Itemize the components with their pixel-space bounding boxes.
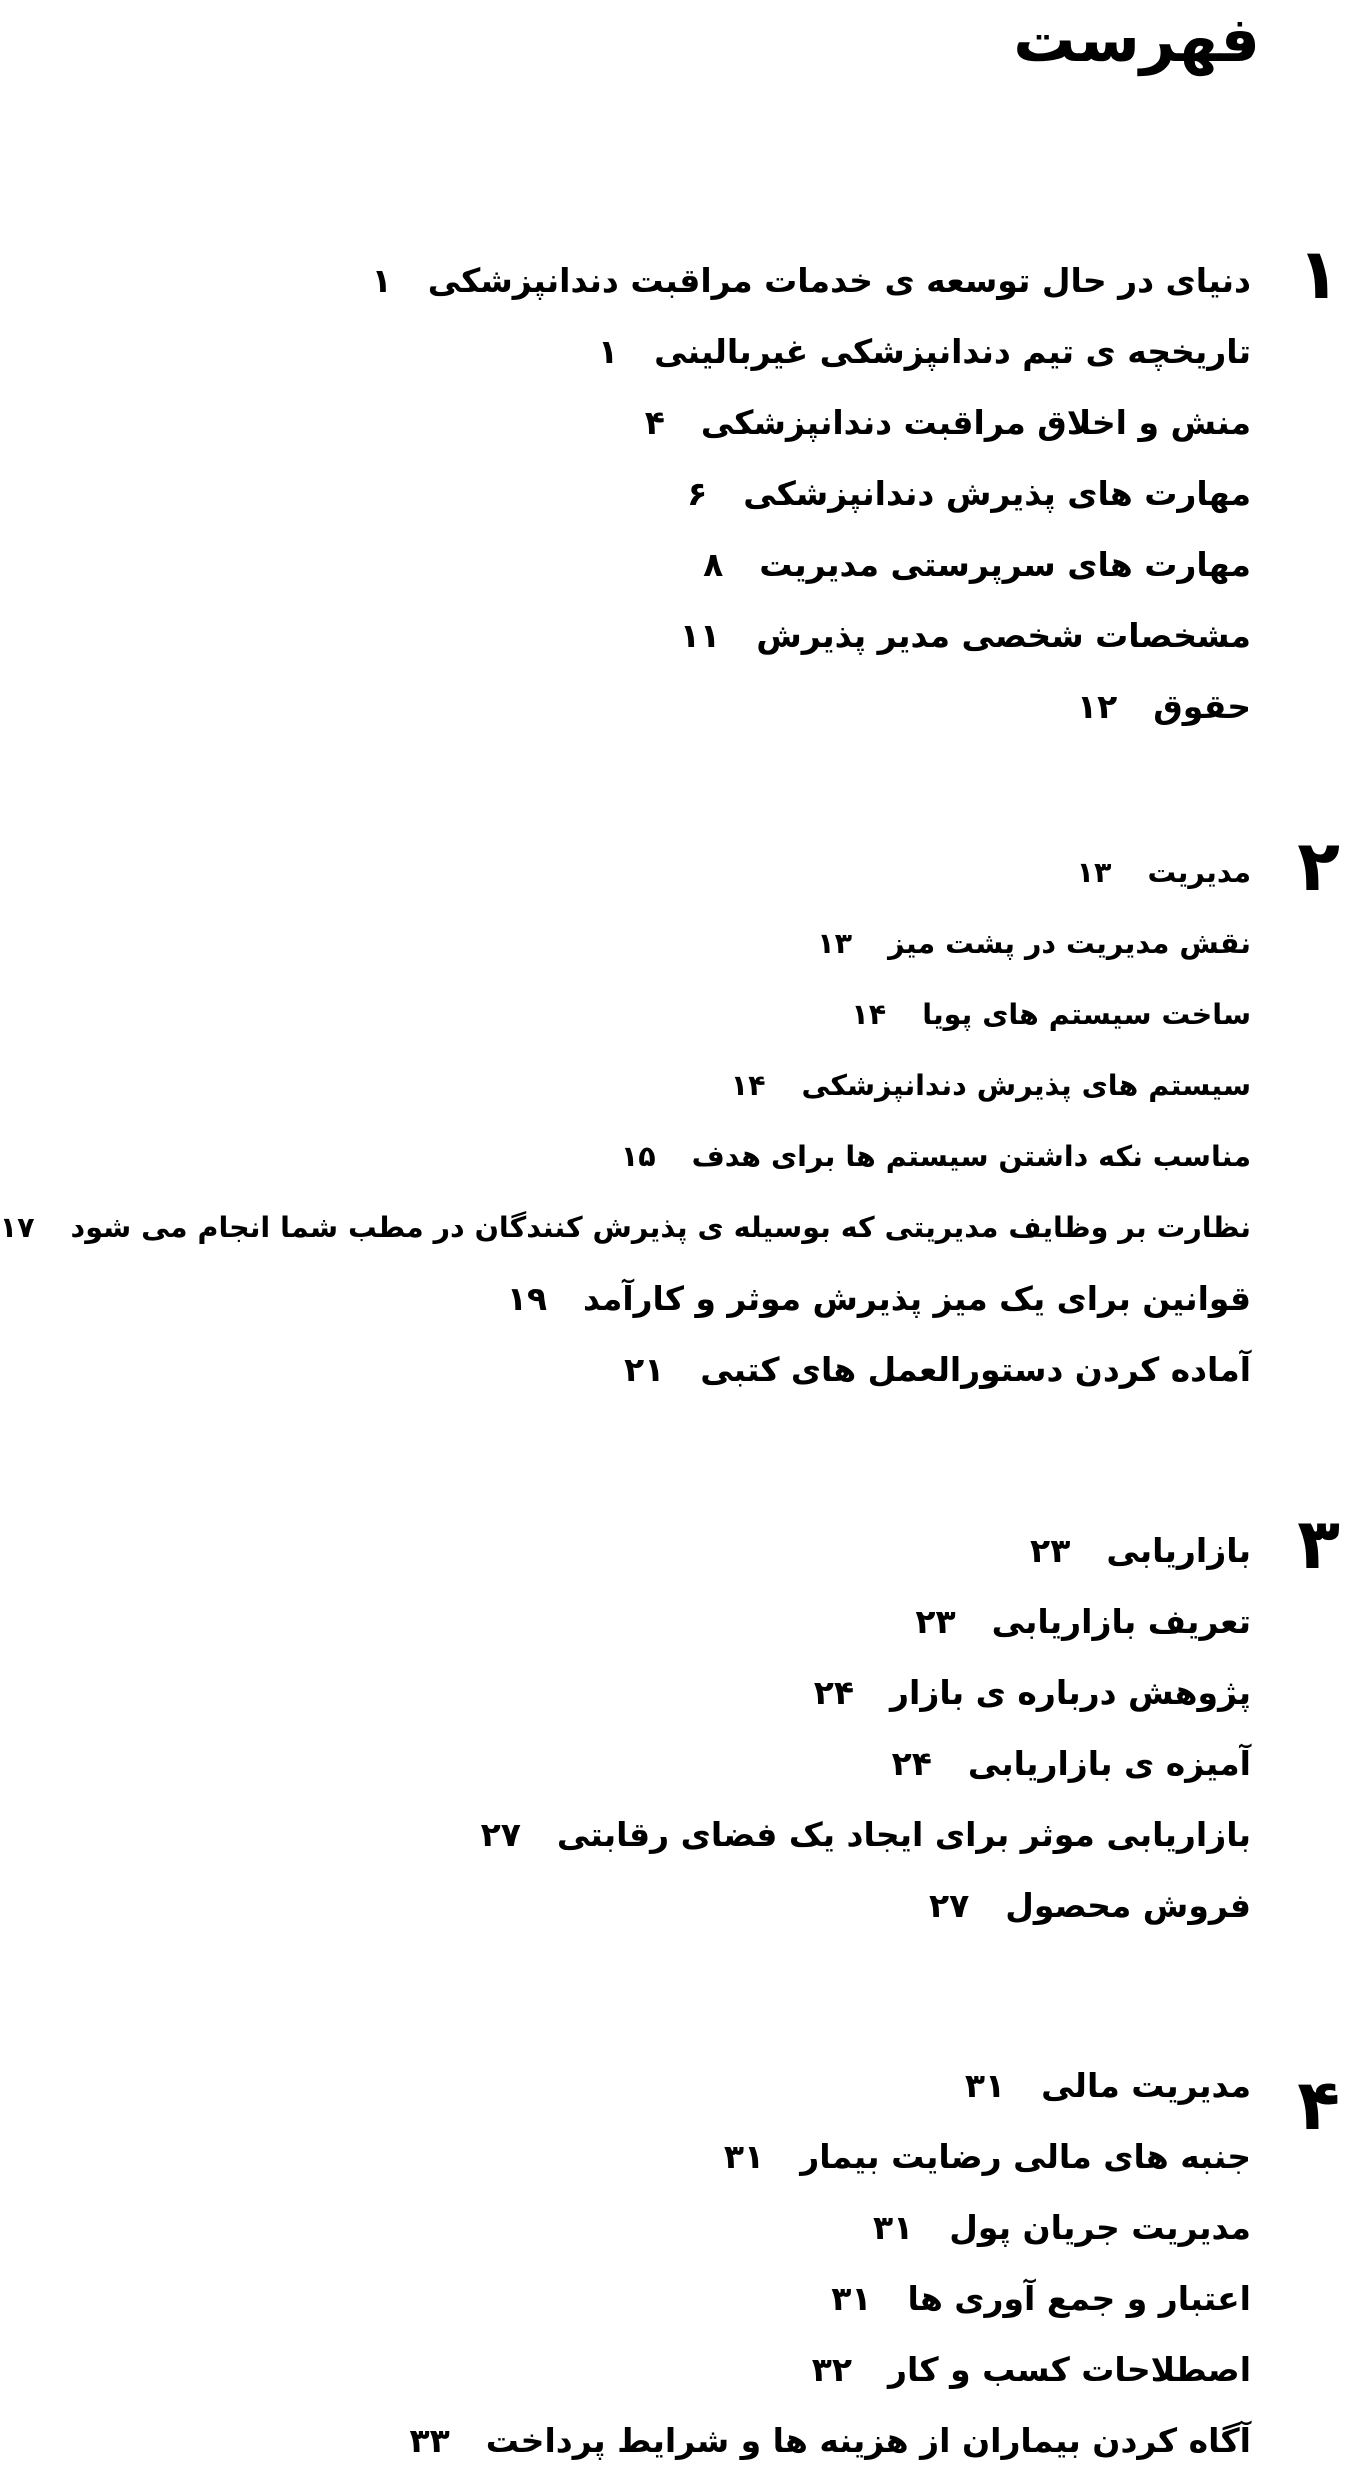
- toc-entry[interactable]: [409, 2121, 1251, 2192]
- entry-page-number: ۱: [371, 261, 392, 300]
- toc-entry[interactable]: [372, 387, 1251, 458]
- chapter-entries: [0, 837, 1251, 1405]
- toc-entry[interactable]: [372, 600, 1251, 671]
- toc-entry[interactable]: [409, 2263, 1251, 2334]
- toc-entry[interactable]: [0, 1121, 1251, 1192]
- toc-entry[interactable]: [0, 1050, 1251, 1121]
- toc-entry[interactable]: [0, 837, 1251, 908]
- entry-page-number: ۱۷: [0, 1211, 35, 1244]
- chapter-entries: [409, 2050, 1251, 2476]
- entry-title: نقش مدیریت در پشت میز: [888, 927, 1251, 960]
- toc-entry[interactable]: [372, 671, 1251, 742]
- entry-page-number: ۳۱: [723, 2137, 765, 2176]
- toc-entry[interactable]: [0, 979, 1251, 1050]
- entry-title: دنیای در حال توسعه ی خدمات مراقبت دندانپزشکی: [427, 261, 1251, 300]
- entry-page-number: ۳۱: [873, 2208, 914, 2247]
- chapter-number: ۴: [1297, 2064, 1340, 2146]
- entry-title: ساخت سیستم های پویا: [922, 998, 1251, 1031]
- entry-title: آماده کردن دستورالعمل های کتبی: [700, 1350, 1251, 1389]
- toc-entry[interactable]: [0, 1334, 1251, 1405]
- toc-entry[interactable]: [481, 1657, 1251, 1728]
- entry-title: آمیزه ی بازاریابی: [967, 1744, 1251, 1783]
- entry-title: مناسب نکه داشتن سیستم ها برای هدف: [691, 1140, 1251, 1173]
- entry-title: منش و اخلاق مراقبت دندانپزشکی: [700, 403, 1251, 442]
- entry-title: سیستم های پذیرش دندانپزشکی: [801, 1069, 1251, 1102]
- entry-title: آگاه کردن بیماران از هزینه ها و شرایط پرداخت: [485, 2421, 1251, 2460]
- entry-page-number: ۳۱: [831, 2279, 872, 2318]
- entry-title: اعتبار و جمع آوری ها: [907, 2279, 1251, 2318]
- toc-entry[interactable]: [481, 1870, 1251, 1941]
- page-title: فهرست: [1013, 3, 1260, 76]
- entry-title: حقوق: [1153, 687, 1251, 726]
- toc-entry[interactable]: [409, 2334, 1251, 2405]
- entry-page-number: ۱۹: [506, 1279, 548, 1318]
- entry-page-number: ۱۳: [1076, 856, 1112, 889]
- toc-entry[interactable]: [0, 908, 1251, 979]
- entry-page-number: ۲۳: [1030, 1531, 1071, 1570]
- toc-entry[interactable]: [372, 316, 1251, 387]
- toc-entry[interactable]: [409, 2050, 1251, 2121]
- toc-entry[interactable]: [409, 2405, 1251, 2476]
- toc-entry[interactable]: [372, 529, 1251, 600]
- toc-entry[interactable]: [0, 1192, 1251, 1263]
- entry-page-number: ۱: [597, 332, 619, 371]
- toc-entry[interactable]: [481, 1799, 1251, 1870]
- entry-title: مدیریت: [1147, 856, 1251, 889]
- entry-title: مهارت های سرپرستی مدیریت: [759, 545, 1251, 584]
- entry-page-number: ۲۴: [813, 1673, 855, 1712]
- chapter-entries: [481, 1515, 1251, 1941]
- entry-page-number: ۶: [687, 474, 708, 513]
- entry-title: مهارت های پذیرش دندانپزشکی: [743, 474, 1251, 513]
- entry-title: اصطلاحات کسب و کار: [888, 2350, 1251, 2389]
- entry-title: فروش محصول: [1005, 1886, 1251, 1925]
- toc-entry[interactable]: [409, 2192, 1251, 2263]
- entry-page-number: ۱۳: [817, 927, 853, 960]
- entry-page-number: ۱۴: [851, 998, 887, 1031]
- entry-page-number: ۲۴: [891, 1744, 932, 1783]
- entry-page-number: ۱۴: [730, 1069, 766, 1102]
- entry-title: مدیریت جریان پول: [949, 2208, 1251, 2247]
- entry-page-number: ۳۳: [409, 2421, 450, 2460]
- entry-title: مشخصات شخصی مدیر پذیرش: [756, 616, 1251, 655]
- toc-entry[interactable]: [372, 458, 1251, 529]
- entry-title: پژوهش درباره ی بازار: [890, 1673, 1251, 1712]
- entry-title: بازاریابی: [1106, 1531, 1251, 1570]
- entry-title: تاریخچه ی تیم دندانپزشکی غیربالینی: [654, 332, 1251, 371]
- chapter-number: ۲: [1297, 825, 1340, 907]
- entry-page-number: ۲۷: [928, 1886, 970, 1925]
- chapter-entries: [372, 245, 1251, 742]
- entry-page-number: ۳۱: [964, 2066, 1006, 2105]
- chapter-number: ۳: [1297, 1503, 1340, 1585]
- entry-page-number: ۱۱: [679, 616, 721, 655]
- toc-entry[interactable]: [0, 1263, 1251, 1334]
- entry-title: قوانین برای یک میز پذیرش موثر و کارآمد: [583, 1279, 1251, 1318]
- toc-entry[interactable]: [481, 1728, 1251, 1799]
- entry-title: بازاریابی موثر برای ایجاد یک فضای رقابتی: [556, 1815, 1251, 1854]
- entry-page-number: ۴: [644, 403, 665, 442]
- entry-title: تعریف بازاریابی: [991, 1602, 1251, 1641]
- toc-entry[interactable]: [481, 1586, 1251, 1657]
- toc-entry[interactable]: [481, 1515, 1251, 1586]
- entry-page-number: ۲۳: [915, 1602, 956, 1641]
- entry-page-number: ۱۲: [1076, 687, 1118, 726]
- entry-page-number: ۲۱: [624, 1350, 665, 1389]
- entry-page-number: ۸: [703, 545, 724, 584]
- entry-title: مدیریت مالی: [1041, 2066, 1251, 2105]
- entry-title: نظارت بر وظایف مدیریتی که بوسیله ی پذیرش کنندگان در مطب شما انجام می شود: [70, 1211, 1251, 1244]
- chapter-number: ۱: [1297, 233, 1340, 315]
- toc-entry[interactable]: [372, 245, 1251, 316]
- entry-page-number: ۱۵: [620, 1140, 656, 1173]
- entry-page-number: ۲۷: [480, 1815, 521, 1854]
- entry-page-number: ۳۲: [811, 2350, 852, 2389]
- entry-title: جنبه های مالی رضایت بیمار: [800, 2137, 1251, 2176]
